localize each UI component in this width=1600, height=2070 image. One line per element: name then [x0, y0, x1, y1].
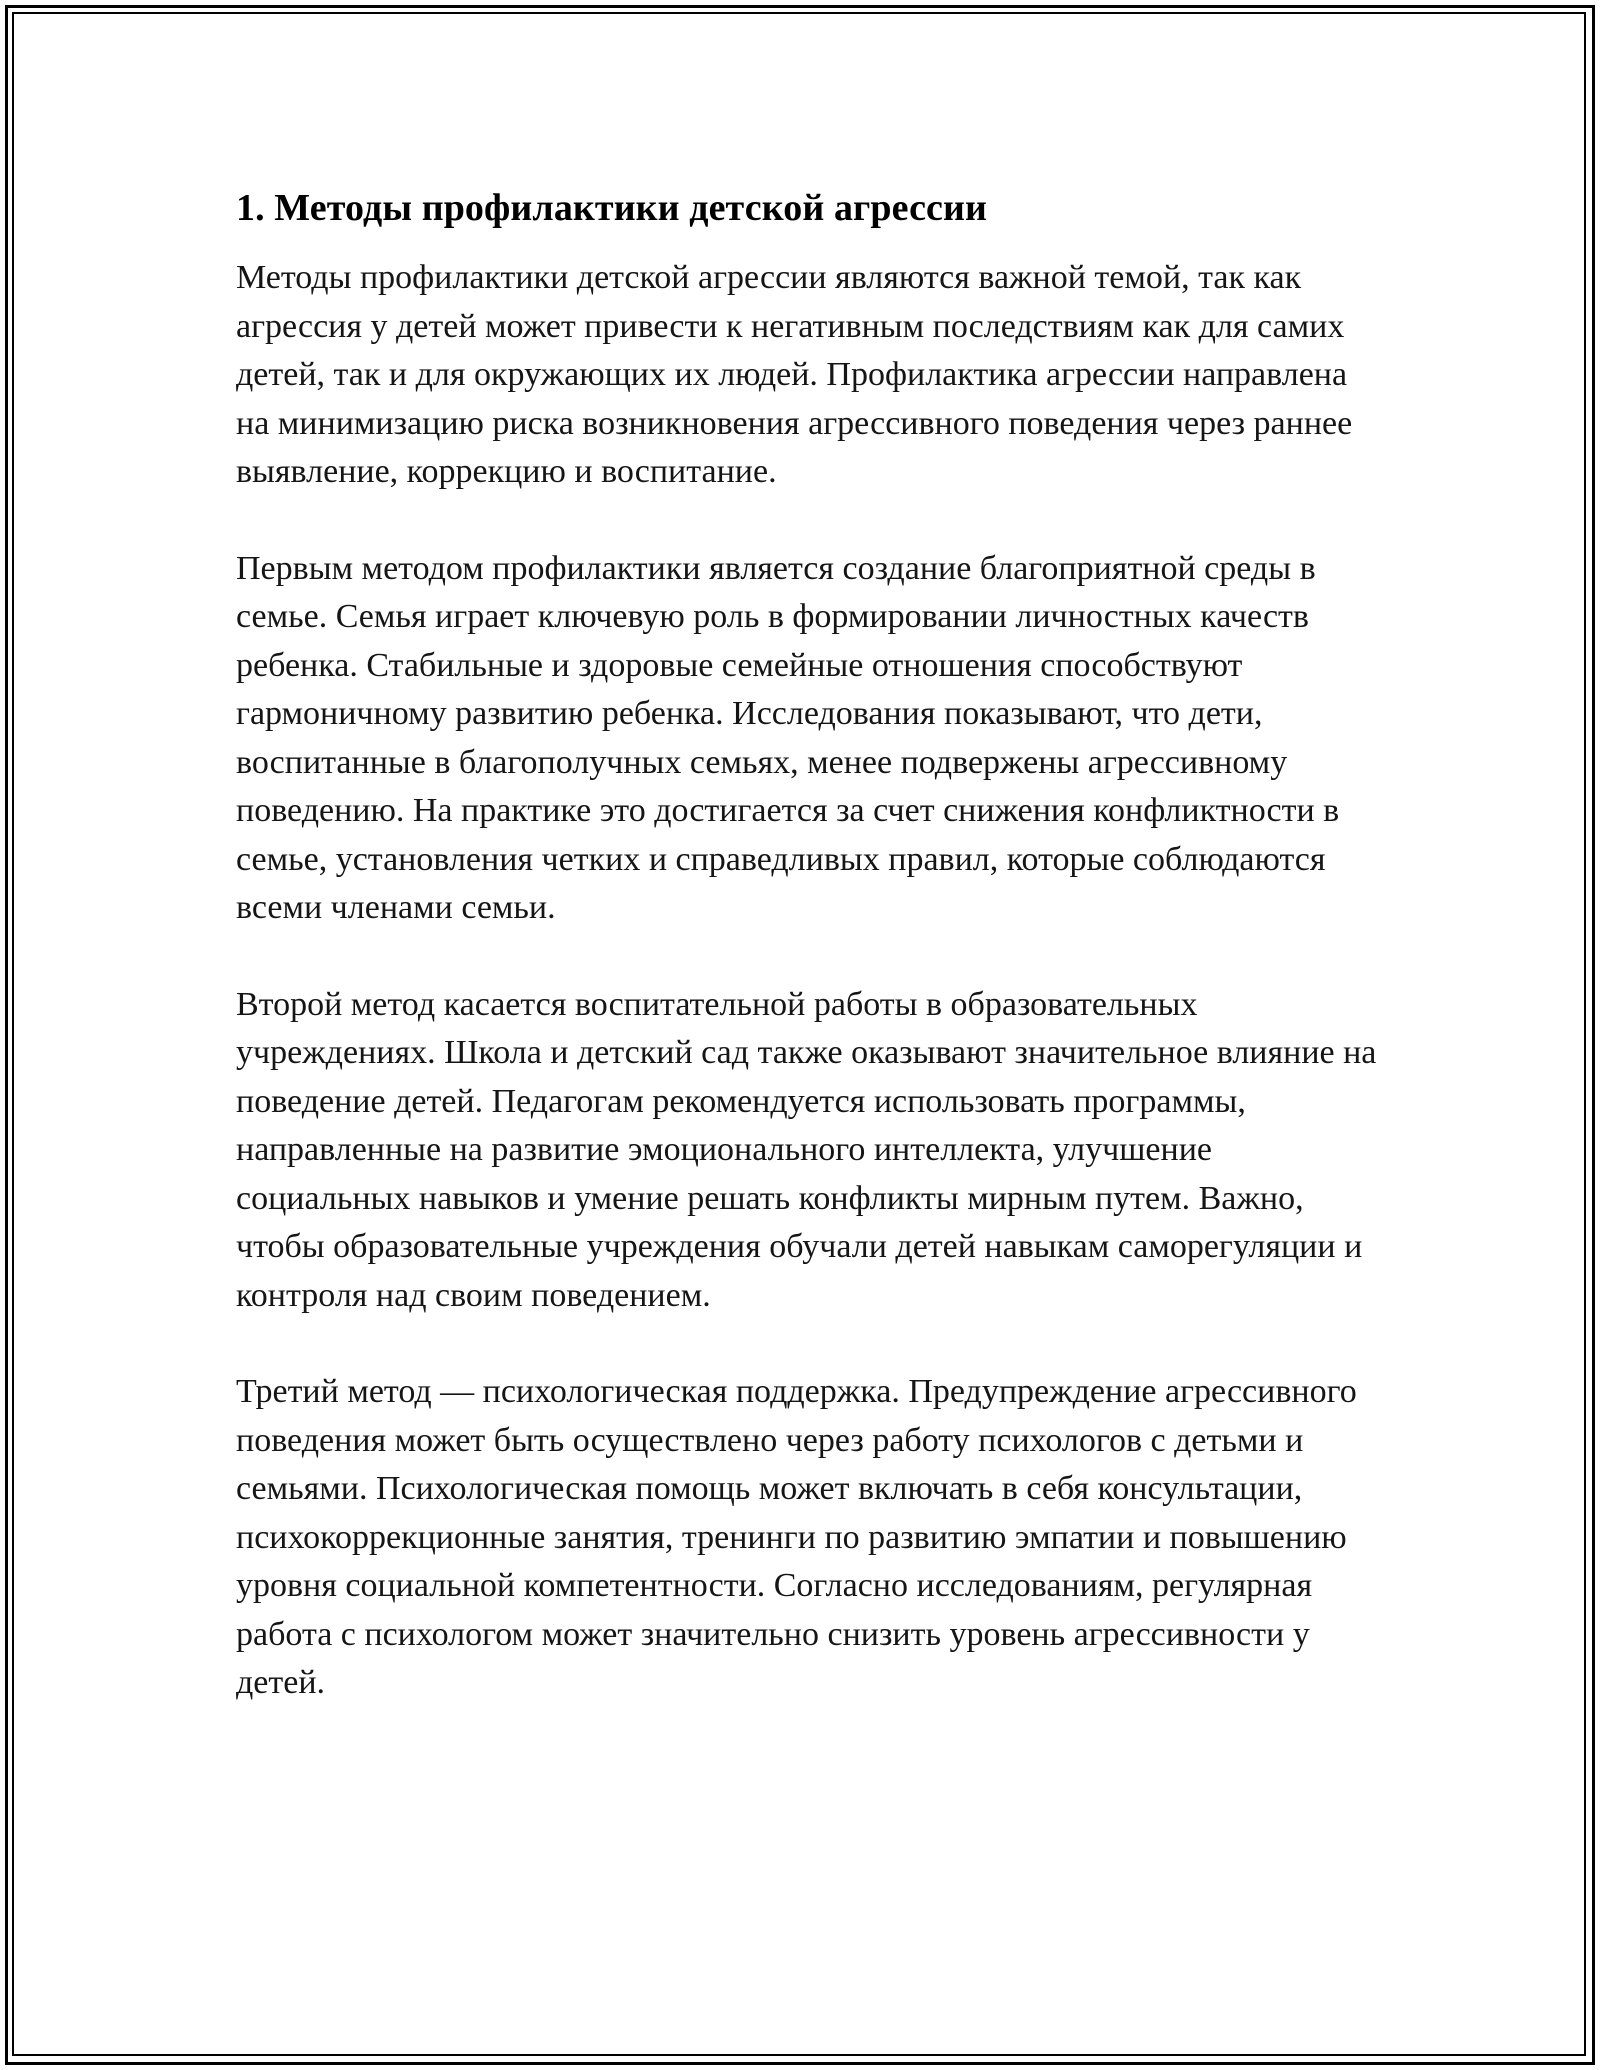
- document-body: [236, 184, 1384, 1756]
- section-heading: 1. Методы профилактики детской агрессии: [236, 187, 987, 229]
- paragraph-psychological-method: Третий метод — психологическая поддержка. Предупреждение агрессивного поведения может быть осуществлено через работу психологов с детьми и семьями. Психологическая помощь может включать в себя консультации, психокоррекционные занятия, тренинги по развитию эмпатии и повышению уровня социальной компетентности. Согласно исследованиям, регулярная работа с психологом может значительно снизить уровень агрессивности у детей.: [236, 1373, 1357, 1701]
- paragraph-intro: Методы профилактики детской агрессии являются важной темой, так как агрессия у детей может привести к негативным последствиям как для самих детей, так и для окружающих их людей. Профилактика агрессии направлена на минимизацию риска возникновения агрессивного поведения через раннее выявление, коррекцию и воспитание.: [236, 259, 1353, 490]
- paragraph-family-method: Первым методом профилактики является создание благоприятной среды в семье. Семья играет ключевую роль в формировании личностных качеств ребенка. Стабильные и здоровые семейные отношения способствуют гармоничному развитию ребенка. Исследования показывают, что дети, воспитанные в благополучных семьях, менее подвержены агрессивному поведению. На практике это достигается за счет снижения конфликтности в семье, установления четких и справедливых правил, которые соблюдаются всеми членами семьи.: [236, 549, 1340, 926]
- paragraph-education-method: Второй метод касается воспитательной работы в образовательных учреждениях. Школа и детский сад также оказывают значительное влияние на поведение детей. Педагогам рекомендуется использовать программы, направленные на развитие эмоционального интеллекта, улучшение социальных навыков и умение решать конфликты мирным путем. Важно, чтобы образовательные учреждения обучали детей навыкам саморегуляции и контроля над своим поведением.: [236, 985, 1377, 1314]
